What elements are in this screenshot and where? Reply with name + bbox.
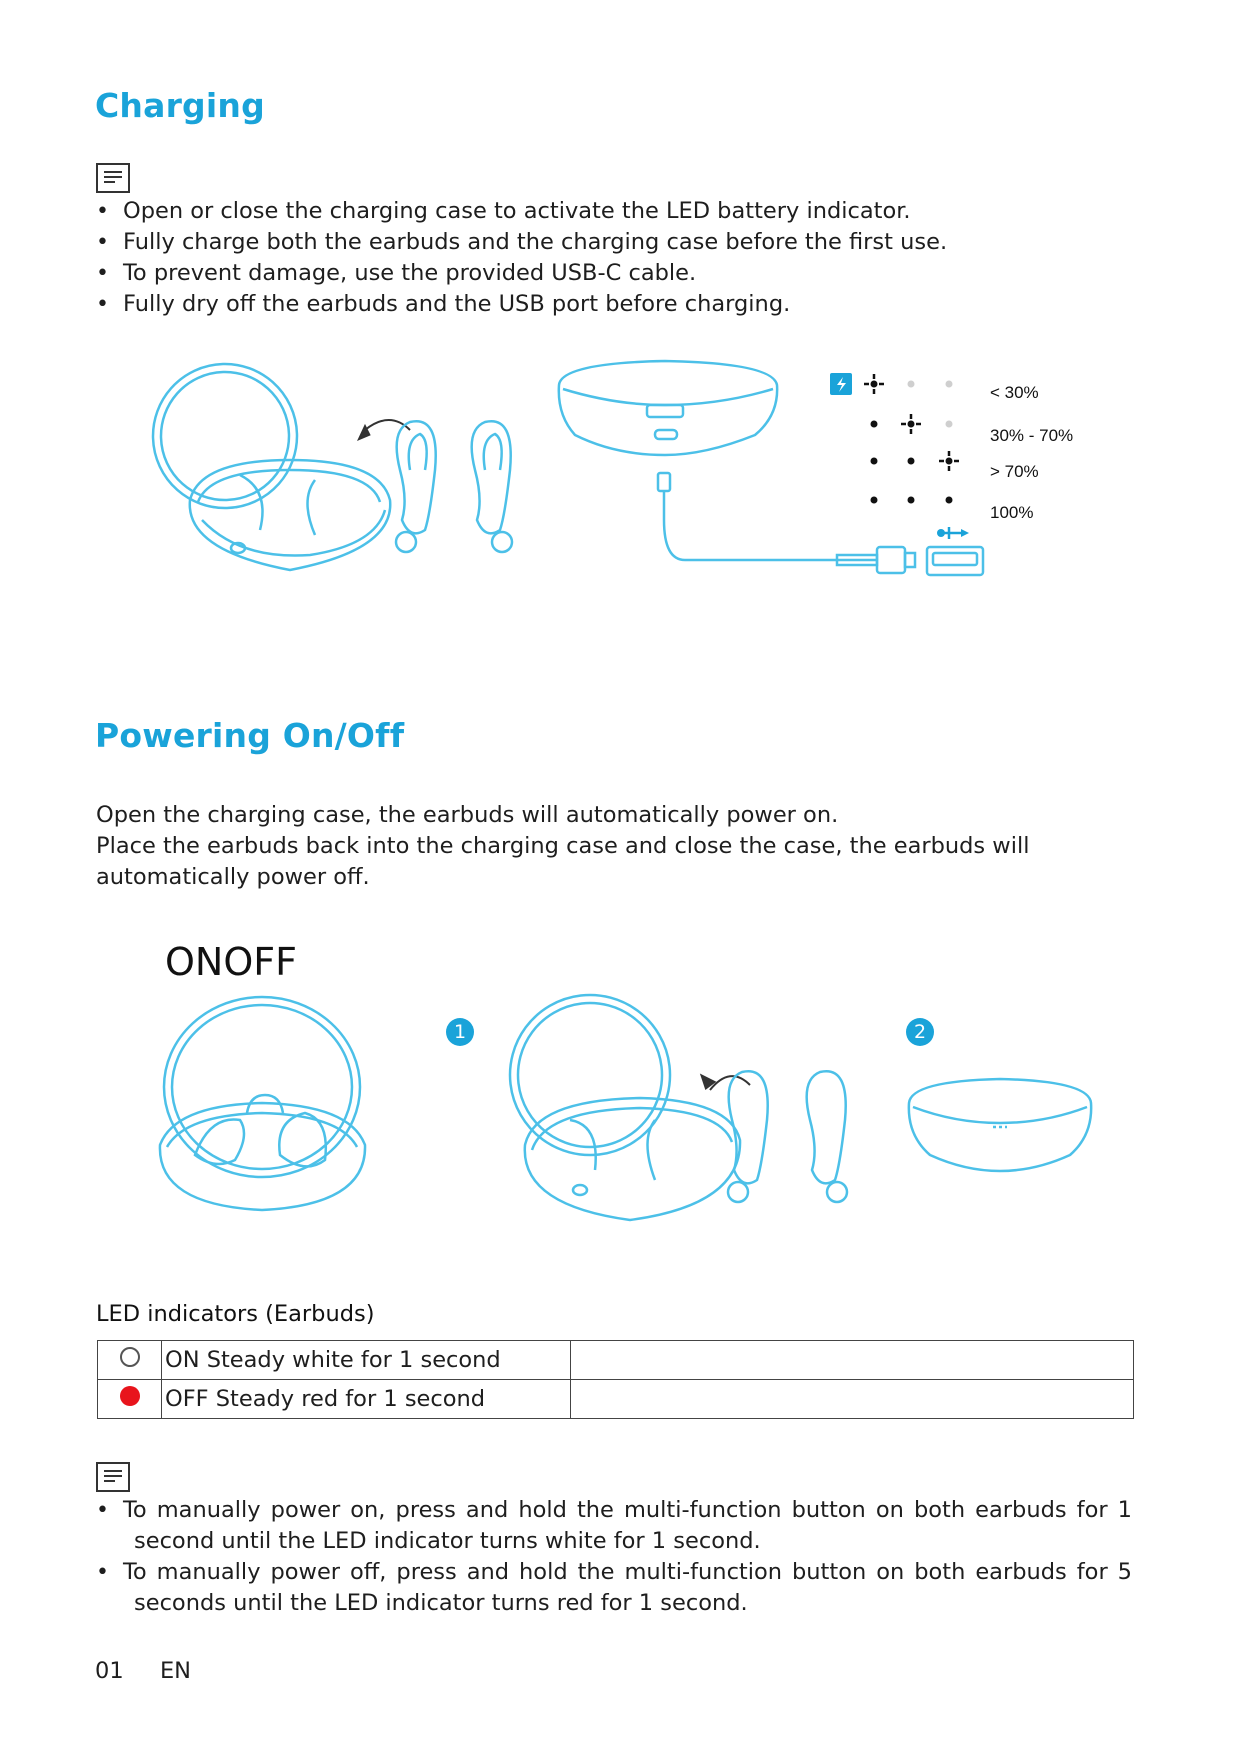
list-item: • Fully dry off the earbuds and the USB port before charging.: [96, 289, 1116, 320]
note-line: To manually power on, press and hold the multi-function button on both earbuds for 1: [123, 1497, 1132, 1523]
case-open-earbuds-inside-illustration: [155, 995, 370, 1220]
led-empty-cell: [571, 1380, 1134, 1419]
list-item: • To prevent damage, use the provided USB-C cable.: [96, 258, 1116, 289]
battery-level-label: > 70%: [990, 462, 1039, 481]
case-open-earbuds-outside-illustration: [480, 990, 860, 1230]
battery-led-indicator-grid: [830, 372, 970, 517]
list-item: • Open or close the charging case to activate the LED battery indicator.: [96, 196, 1116, 227]
manual-power-notes: [96, 1495, 1132, 1619]
red-led-icon: [120, 1386, 140, 1406]
case-closed-illustration: [905, 1075, 1095, 1175]
step-1-badge: 1: [446, 1018, 474, 1046]
page-footer: [95, 1658, 191, 1684]
battery-level-label: 30% - 70%: [990, 426, 1074, 445]
note-icon: [96, 1462, 130, 1492]
charging-notes: [96, 196, 1116, 320]
battery-level-label: < 30%: [990, 383, 1039, 402]
led-table: [97, 1340, 1134, 1419]
powering-title: Powering On/Off: [95, 716, 405, 755]
page-number: 01: [95, 1658, 124, 1684]
table-row: [98, 1341, 1134, 1380]
powering-body: [96, 800, 1136, 893]
body-line: Place the earbuds back into the charging case and close the case, the earbuds will: [96, 833, 1030, 859]
list-item: [96, 1495, 1132, 1526]
note-icon: [96, 163, 130, 193]
charging-title: Charging: [95, 86, 265, 125]
charging-case-open-illustration: [140, 350, 540, 610]
white-led-icon: [120, 1347, 140, 1367]
note-line: second until the LED indicator turns white for 1 second.: [134, 1528, 761, 1554]
list-item-continuation: [96, 1588, 1132, 1619]
language-code: EN: [159, 1658, 192, 1684]
body-line: automatically power off.: [96, 864, 370, 890]
led-label-cell: OFF Steady red for 1 second: [162, 1380, 571, 1419]
note-line: To manually power off, press and hold the multi-function button on both earbuds for 5: [123, 1559, 1132, 1585]
led-heading: LED indicators (Earbuds): [96, 1301, 375, 1327]
list-item-continuation: [96, 1526, 1132, 1557]
led-label-cell: ON Steady white for 1 second: [162, 1341, 571, 1380]
list-item: [96, 1557, 1132, 1588]
onoff-label: ONOFF: [165, 940, 297, 984]
step-2-badge: 2: [906, 1018, 934, 1046]
note-line: seconds until the LED indicator turns red for 1 second.: [134, 1590, 748, 1616]
led-swatch-cell: [98, 1341, 162, 1380]
led-empty-cell: [571, 1341, 1134, 1380]
led-swatch-cell: [98, 1380, 162, 1419]
list-item: • Fully charge both the earbuds and the charging case before the first use.: [96, 227, 1116, 258]
battery-level-label: 100%: [990, 503, 1034, 522]
body-line: Open the charging case, the earbuds will automatically power on.: [96, 802, 839, 828]
table-row: [98, 1380, 1134, 1419]
